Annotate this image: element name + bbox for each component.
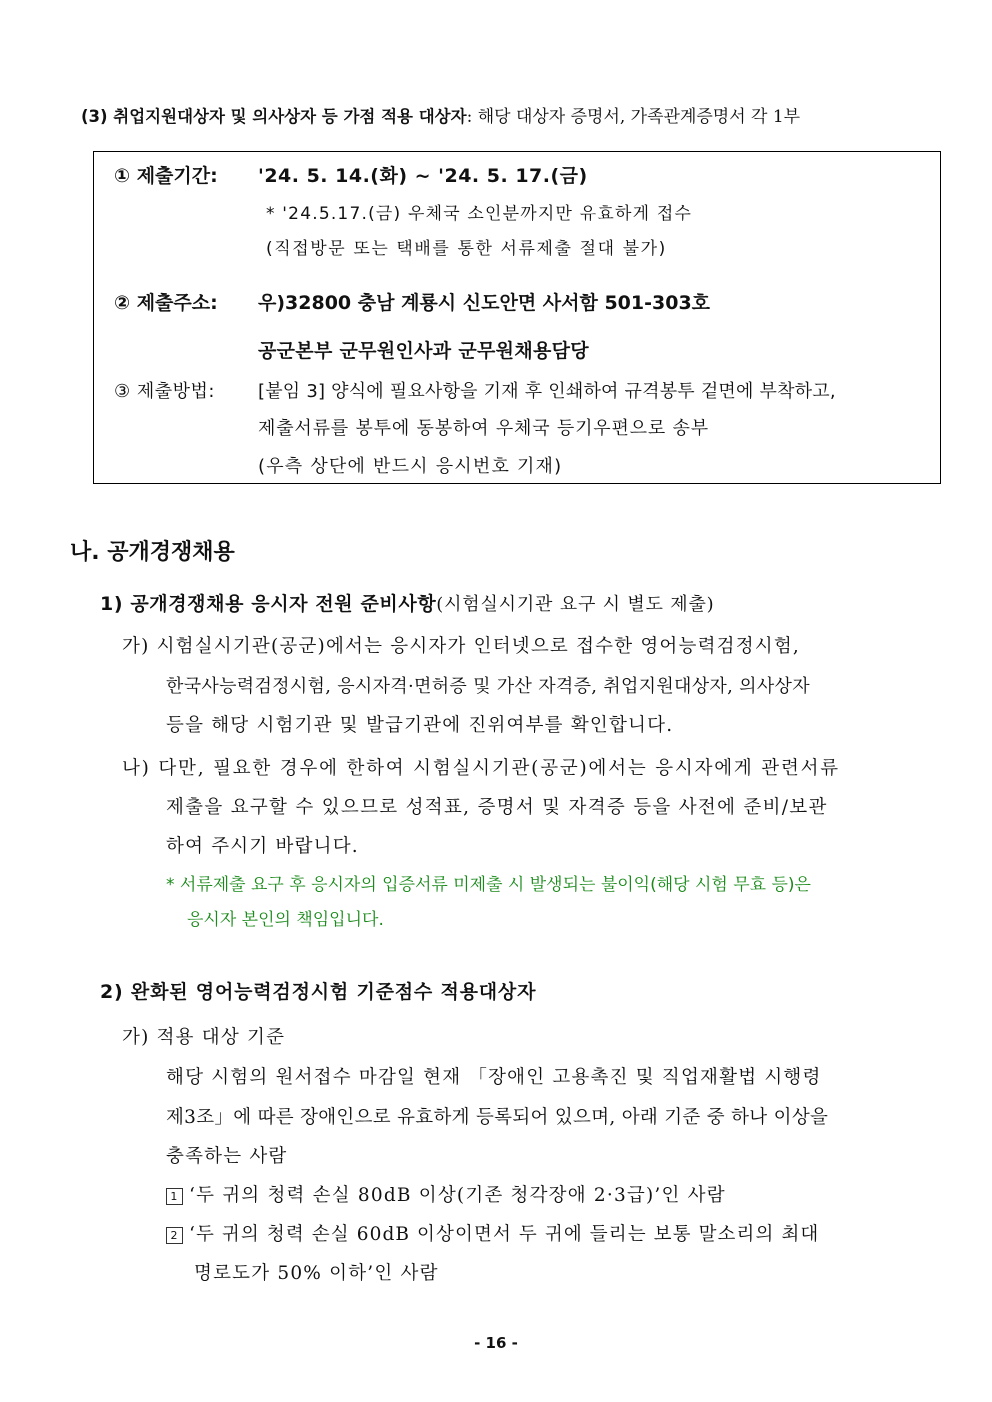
section3-description: : 해당 대상자 증명서, 가족관계증명서 각 1부 xyxy=(466,107,801,127)
address-label: ② 제출주소: xyxy=(114,292,218,314)
period-note-2: (직접방문 또는 택배를 통한 서류제출 절대 불가) xyxy=(266,239,667,259)
item2-para-line-3: 충족하는 사람 xyxy=(166,1146,288,1167)
item1-heading: 1) 공개경쟁채용 응시자 전원 준비사항 xyxy=(100,593,437,615)
criterion-2 xyxy=(166,1226,819,1245)
method-label: ③ 제출방법: xyxy=(114,381,215,402)
section3-heading: (3) 취업지원대상자 및 의사상자 등 가점 적용 대상자 xyxy=(81,107,467,126)
item1-na-line-3: 하여 주시기 바랍니다. xyxy=(166,836,359,857)
address-department: 공군본부 군무원인사과 군무원채용담당 xyxy=(258,340,589,362)
period-note-1: * '24.5.17.(금) 우체국 소인분까지만 유효하게 접수 xyxy=(266,204,693,224)
item2-para-line-2: 제3조」에 따른 장애인으로 유효하게 등록되어 있으며, 아래 기준 중 하나 이상을 xyxy=(166,1107,829,1128)
section-title: 나. 공개경쟁채용 xyxy=(70,540,235,565)
period-value: '24. 5. 14.(화) ~ '24. 5. 17.(금) xyxy=(258,165,588,187)
item1-heading-note: (시험실시기관 요구 시 별도 제출) xyxy=(436,594,715,615)
item1-ga-line-3: 등을 해당 시험기관 및 발급기관에 진위여부를 확인합니다. xyxy=(166,715,674,736)
warning-line-2: 응시자 본인의 책임입니다. xyxy=(187,910,384,930)
criterion-1 xyxy=(166,1187,726,1206)
item1-ga-line-1: 가) 시험실시기관(공군)에서는 응시자가 인터넷으로 접수한 영어능력검정시험, xyxy=(122,636,801,657)
item2-heading: 2) 완화된 영어능력검정시험 기준점수 적용대상자 xyxy=(100,981,537,1003)
criterion-2-number-box: 2 xyxy=(166,1227,183,1244)
item1-ga-line-2: 한국사능력검정시험, 응시자격·면허증 및 가산 자격증, 취업지원대상자, 의사상자 xyxy=(166,676,810,697)
criterion-2-text-line-1: ‘두 귀의 청력 손실 60dB 이상이면서 두 귀에 들리는 보통 말소리의 최대 xyxy=(189,1224,820,1245)
method-line-1: [붙임 3] 양식에 필요사항을 기재 후 인쇄하여 규격봉투 겉면에 부착하고, xyxy=(258,381,836,402)
address-value: 우)32800 충남 계룡시 신도안면 사서함 501-303호 xyxy=(258,292,711,314)
item1-heading-line xyxy=(100,595,714,614)
section3-line xyxy=(81,109,800,126)
item1-na-line-2: 제출을 요구할 수 있으므로 성적표, 증명서 및 자격증 등을 사전에 준비/보관 xyxy=(166,797,828,818)
method-line-2: 제출서류를 봉투에 동봉하여 우체국 등기우편으로 송부 xyxy=(258,418,709,439)
item2-para-line-1: 해당 시험의 원서접수 마감일 현재 「장애인 고용촉진 및 직업재활법 시행령 xyxy=(166,1067,822,1088)
method-line-3: (우측 상단에 반드시 응시번호 기재) xyxy=(258,456,563,477)
item2-ga-label: 가) 적용 대상 기준 xyxy=(122,1027,286,1048)
item1-na-line-1: 나) 다만, 필요한 경우에 한하여 시험실시기관(공군)에서는 응시자에게 관련서류 xyxy=(122,758,840,779)
criterion-1-number-box: 1 xyxy=(166,1188,183,1205)
criterion-1-text: ‘두 귀의 청력 손실 80dB 이상(기존 청각장애 2·3급)’인 사람 xyxy=(189,1185,726,1206)
period-label: ① 제출기간: xyxy=(114,165,218,187)
warning-line-1: * 서류제출 요구 후 응시자의 입증서류 미제출 시 발생되는 불이익(해당 시험 무효 등)은 xyxy=(166,875,811,895)
criterion-2-text-line-2: 명로도가 50% 이하’인 사람 xyxy=(194,1263,439,1284)
page-number: - 16 - xyxy=(474,1334,518,1352)
